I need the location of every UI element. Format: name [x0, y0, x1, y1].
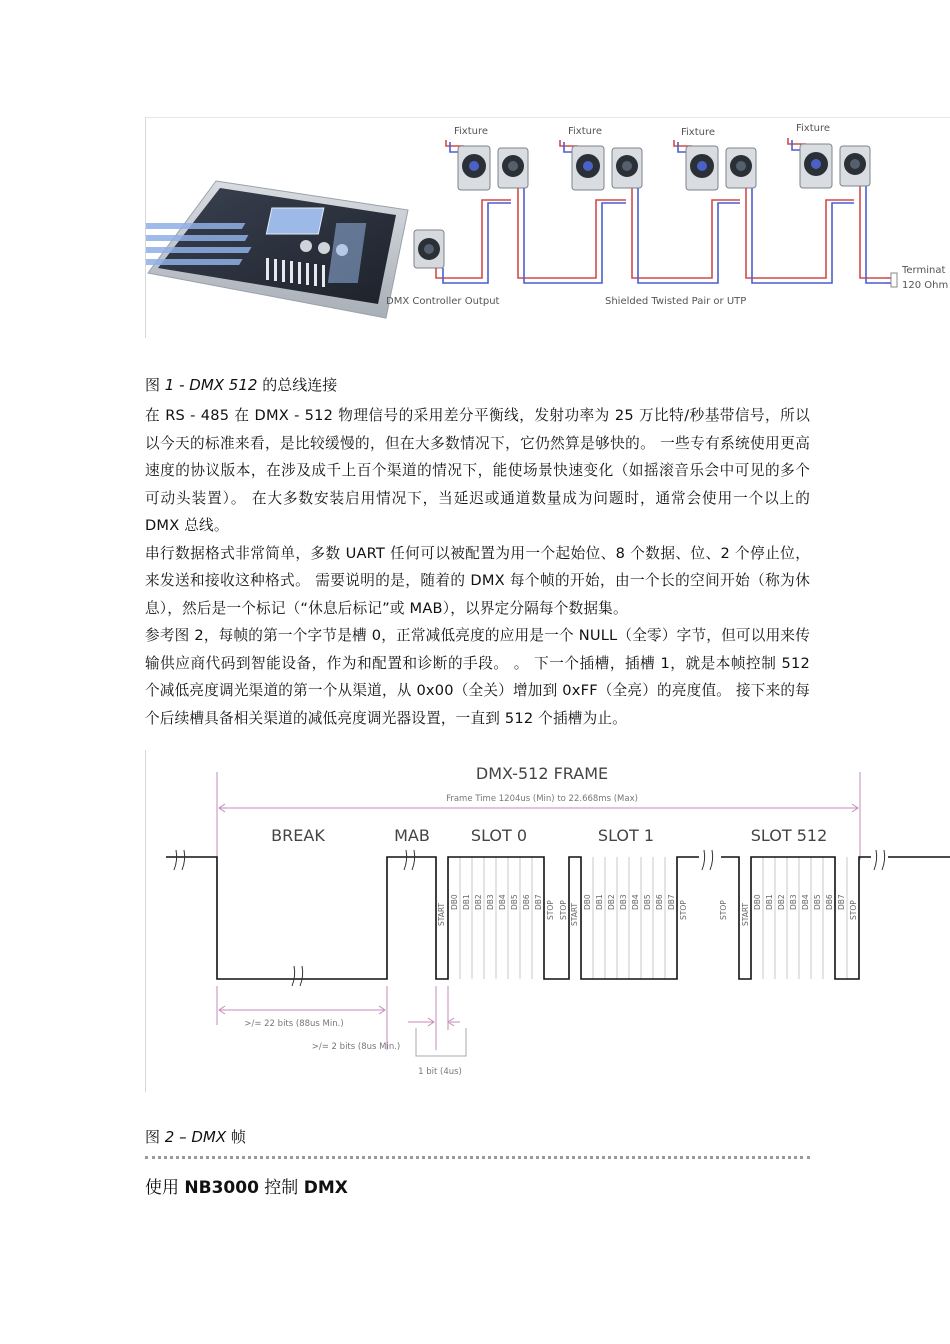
bit-label: DB0: [753, 894, 762, 910]
bit-label: DB1: [462, 894, 471, 910]
heading-product: NB3000: [184, 1178, 259, 1198]
lighting-console-image: [146, 181, 408, 318]
bit-label: DB7: [837, 894, 846, 910]
bit-label: DB2: [607, 894, 616, 910]
bit-label: STOP: [559, 900, 568, 920]
bit-time-label: 1 bit (4us): [418, 1067, 462, 1077]
bit-label: DB0: [583, 894, 592, 910]
terminator-label: Terminat: [902, 265, 946, 276]
slot-label: SLOT 512: [750, 826, 828, 845]
slot-label: SLOT 1: [597, 826, 655, 845]
bit-label: START: [741, 902, 750, 926]
timing-dimensions: [217, 986, 460, 1050]
bit-label: STOP: [719, 900, 728, 920]
bit-label: DB1: [595, 894, 604, 910]
bit-label: DB3: [619, 894, 628, 910]
fixture-label: Fixture: [796, 123, 831, 134]
bit-label: DB0: [450, 894, 459, 910]
dmx-bus-diagram: [145, 117, 950, 338]
bit-label: DB1: [765, 894, 774, 910]
cable-label: Shielded Twisted Pair or UTP: [605, 296, 747, 307]
terminator-ohm-label: 120 Ohm: [902, 280, 949, 291]
slot-bit-grid: [448, 857, 847, 979]
caption-text: 的总线连接: [257, 376, 338, 394]
bit-time-bracket: [416, 1028, 466, 1056]
bit-label: DB6: [655, 894, 664, 910]
frame-title: DMX-512 FRAME: [475, 764, 609, 783]
dmx-frame-timing-diagram: [145, 750, 950, 1092]
bit-labels: [437, 894, 858, 926]
frame-time-label: Frame Time 1204us (Min) to 22.668ms (Max): [446, 794, 638, 804]
fixture-label: Fixture: [568, 126, 603, 137]
fixture-connector-pair-2: [572, 146, 642, 190]
bit-label: DB6: [522, 894, 531, 910]
frame-time-dimension: [217, 772, 860, 860]
bit-label: DB4: [498, 894, 507, 910]
paragraph: 在 RS - 485 在 DMX - 512 物理信号的采用差分平衡线，发射功率为 25 万比特/秒基带信号，所以以今天的标准来看，是比较缓慢的，但在大多数情况下，它仍然算是够快的。 一些专有系统使用更高速度的协议版本，在涉及成千上百个渠道的情况下，能使场景快速变化（如摇滚音乐会中可见的多个可动头装置）。 在大多数安装启用情况下，当延迟或通道数量成为问题时，通常会使用一个以上的 DMX 总线。: [145, 407, 810, 534]
fixture-label: Fixture: [681, 127, 716, 138]
mab-label: MAB: [394, 826, 430, 845]
fixture-connector-pair-3: [686, 146, 756, 190]
bit-label: DB7: [534, 894, 543, 910]
bit-label: DB3: [789, 894, 798, 910]
bit-label: DB5: [643, 894, 652, 910]
caption-prefix: 图: [145, 1128, 165, 1146]
break-label: BREAK: [271, 826, 325, 845]
paragraph: 参考图 2，每帧的第一个字节是槽 0，正常减低亮度的应用是一个 NULL（全零）字节，但可以用来传输供应商代码到智能设备，作为和配置和诊断的手段。 。 下一个插槽，插槽 1，就是本帧控制 512 个减低亮度调光渠道的第一个从渠道，从 0x00（全关）增加到 0xFF（全亮）的亮度值。 接下来的每个后续槽具备相关渠道的减低亮度调光器设置，一直到 512 个插槽为止。: [145, 627, 810, 727]
slot-label: SLOT 0: [470, 826, 528, 845]
section-divider: [145, 1156, 810, 1159]
mab-time-label: >/= 2 bits (8us Min.): [311, 1042, 401, 1052]
dmx-signal-waveform: [166, 857, 950, 979]
bit-label: DB5: [813, 894, 822, 910]
fixture-connector-pair-4: [800, 144, 870, 188]
bit-label: DB4: [631, 894, 640, 910]
figure1-caption: [145, 375, 337, 395]
fixture-label: Fixture: [454, 126, 489, 137]
terminator-resistor-icon: [886, 273, 897, 287]
heading-protocol: DMX: [303, 1178, 348, 1198]
fixture-connector-pair-1: [458, 146, 528, 190]
bit-label: DB2: [777, 894, 786, 910]
heading-text: 使用: [145, 1178, 185, 1198]
bit-label: START: [570, 902, 579, 926]
bit-label: STOP: [679, 900, 688, 920]
paragraph: 串行数据格式非常简单，多数 UART 任何可以被配置为用一个起始位、8 个数据、位、2 个停止位，来发送和接收这种格式。 需要说明的是，随着的 DMX 每个帧的开始，由一个长的空间开始（称为休息），然后是一个标记（“休息后标记”或 MAB），以界定分隔每个数据集。: [145, 544, 810, 617]
caption-text: 帧: [226, 1128, 246, 1146]
bit-label: DB5: [510, 894, 519, 910]
controller-output-label: DMX Controller Output: [386, 296, 500, 307]
figure2-caption: [145, 1127, 246, 1147]
bit-label: DB3: [486, 894, 495, 910]
break-time-label: >/= 22 bits (88us Min.): [244, 1019, 344, 1029]
bit-label: START: [437, 902, 446, 926]
section-heading: [145, 1177, 348, 1199]
bit-label: DB7: [667, 894, 676, 910]
bit-label: DB2: [474, 894, 483, 910]
bit-label: STOP: [849, 900, 858, 920]
article-body: [145, 402, 810, 732]
bit-label: DB4: [801, 894, 810, 910]
caption-figure-number: 2 – DMX: [164, 1128, 227, 1146]
bit-label: STOP: [546, 900, 555, 920]
bit-label: DB6: [825, 894, 834, 910]
caption-figure-number: 1 - DMX 512: [164, 376, 258, 394]
break-marks: [174, 850, 885, 986]
heading-text: 控制: [258, 1178, 304, 1198]
caption-prefix: 图: [145, 376, 165, 394]
controller-output-connector-icon: [414, 230, 444, 268]
